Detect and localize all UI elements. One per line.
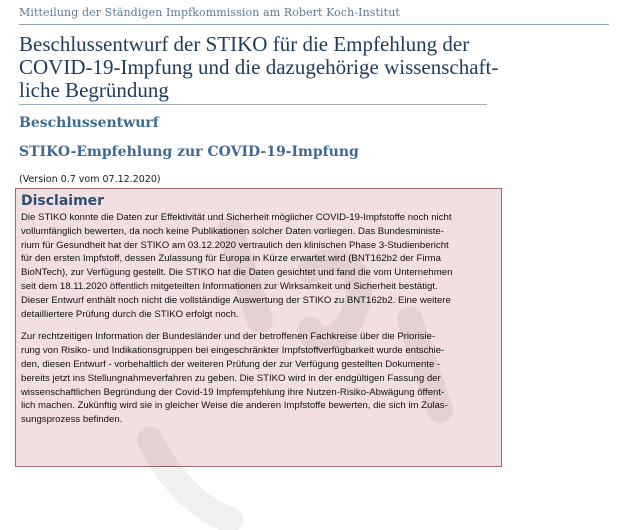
disclaimer-title: Disclaimer	[21, 193, 105, 209]
disclaimer-paragraph-2	[21, 330, 496, 427]
text-line: BioNTech), zur Verfügung gestellt. Die STIKO hat die Daten gesichtet und fand die vom Unternehmen	[21, 267, 453, 279]
text-line: Dieser Entwurf enthält noch nicht die vollständige Auswertung der STIKO zu BNT162b2. Eine weitere	[21, 294, 451, 306]
section-heading: Beschlussentwurf	[19, 115, 159, 131]
text-line: wissenschaftlichen Begründung der Covid-19 Impfempfehlung ihre Nutzen-Risiko-Abwägung öffent-	[21, 386, 445, 398]
text-line: Zur rechtzeitigen Information der Bundesländer und der betroffenen Fachkreise über die Priorisie-	[21, 331, 436, 343]
text-line: Die STIKO konnte die Daten zur Effektivität und Sicherheit möglicher COVID-19-Impfstoffe noch nicht	[21, 212, 452, 223]
text-line: lich machen. Zukünftig wird sie in gleicher Weise die anderen Impfstoffe bewerten, die sich im Zulas-	[21, 400, 448, 412]
title-line: liche Begründung	[19, 78, 169, 102]
text-line: vollumfänglich bewerten, da noch keine Publikationen solcher Daten vorliegen. Das Bundesministe-	[21, 225, 444, 237]
text-line: rium für Gesundheit hat der STIKO am 03.12.2020 vertraulich den klinischen Phase 3-Studienbericht	[21, 239, 449, 251]
text-line: sungsprozess befinden.	[21, 414, 123, 426]
title-divider	[19, 104, 487, 105]
header-divider	[19, 24, 609, 25]
subsection-heading: STIKO-Empfehlung zur COVID-19-Impfung	[19, 144, 359, 160]
text-line: bereits jetzt ins Stellungnahmeverfahren zu geben. Die STIKO wird in der endgültigen Fassung der	[21, 372, 441, 384]
page-header: Mitteilung der Ständigen Impfkommission am Robert Koch-Institut	[19, 6, 400, 19]
title-line: COVID-19-Impfung und die dazugehörige wissenschaft-	[19, 55, 499, 79]
text-line: rung von Risiko- und Indikationsgruppen bei eingeschränkter Impfstoffverfügbarkeit wurde entschie-	[21, 345, 445, 357]
title-line: Beschlussentwurf der STIKO für die Empfehlung der	[19, 32, 470, 56]
disclaimer-paragraph-1	[21, 211, 496, 321]
text-line: seit dem 18.11.2020 öffentlich mitgeteilten Informationen zur Wirksamkeit und Sicherheit bestätigt.	[21, 280, 438, 292]
text-line: für den ersten Impfstoff, dessen Zulassung für Europa in Kürze erwartet wird (BNT162b2 der Firma	[21, 253, 442, 265]
disclaimer-box	[15, 188, 502, 467]
version-note: (Version 0.7 vom 07.12.2020)	[19, 174, 161, 185]
text-line: den, diesen Entwurf - vorbehaltlich der weiteren Prüfung der zur Verfügung gestellten Dokumente -	[21, 358, 441, 370]
text-line: detailliertere Prüfung durch die STIKO erfolgt noch.	[21, 308, 239, 320]
document-title	[19, 33, 509, 102]
